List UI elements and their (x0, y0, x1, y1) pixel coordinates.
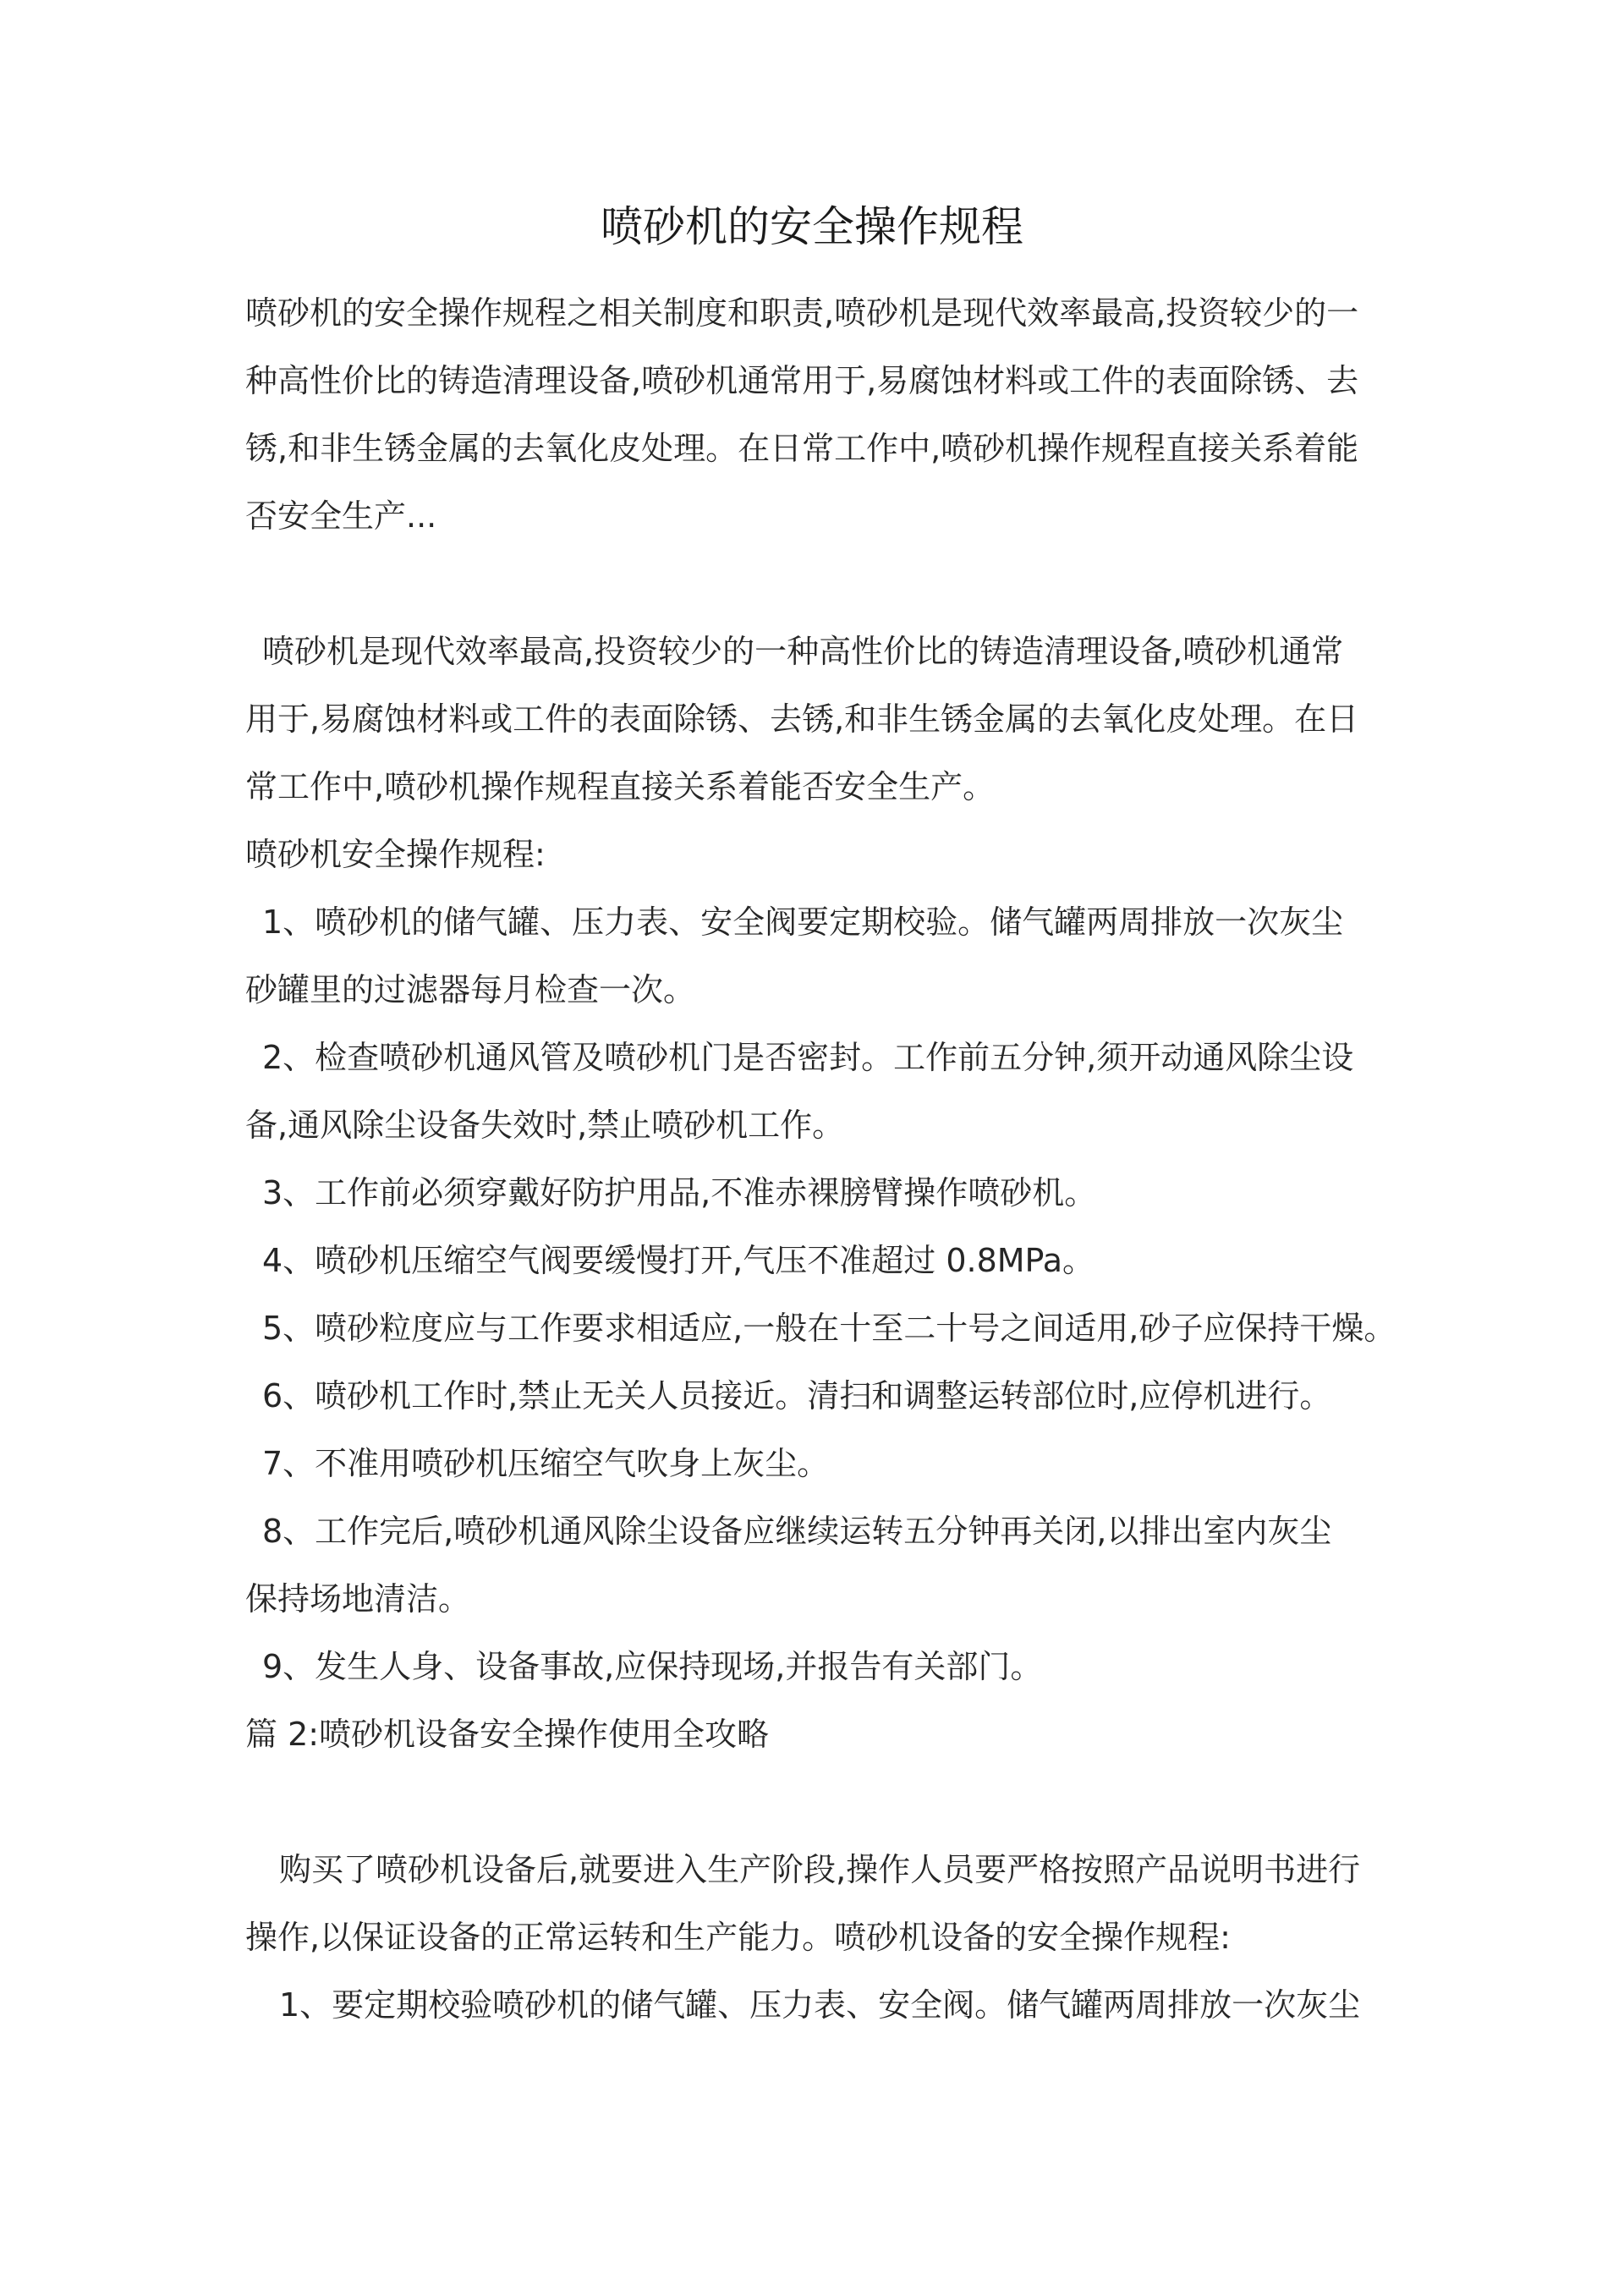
rule-line: 砂罐里的过滤器每月检查一次。 (245, 971, 696, 1008)
intro-line: 种高性价比的铸造清理设备,喷砂机通常用于,易腐蚀材料或工件的表面除锈、去 (245, 362, 1359, 399)
rule-line: 5、喷砂粒度应与工作要求相适应,一般在十至二十号之间适用,砂子应保持干燥。 (262, 1310, 1396, 1347)
intro-line: 否安全生产... (245, 497, 437, 535)
rule-line: 1、喷砂机的储气罐、压力表、安全阀要定期校验。储气罐两周排放一次灰尘 (262, 904, 1344, 941)
rule-line: 3、工作前必须穿戴好防护用品,不准赤裸膀臂操作喷砂机。 (262, 1174, 1097, 1211)
page-title: 喷砂机的安全操作规程 (601, 202, 1023, 251)
section2-line: 购买了喷砂机设备后,就要进入生产阶段,操作人员要严格按照产品说明书进行 (279, 1851, 1361, 1888)
rule-line: 4、喷砂机压缩空气阀要缓慢打开,气压不准超过 0.8MPa。 (262, 1242, 1095, 1279)
section2-line: 操作,以保证设备的正常运转和生产能力。喷砂机设备的安全操作规程: (245, 1919, 1231, 1956)
rule-line: 备,通风除尘设备失效时,禁止喷砂机工作。 (245, 1107, 845, 1144)
body-line: 用于,易腐蚀材料或工件的表面除锈、去锈,和非生锈金属的去氧化皮处理。在日 (245, 700, 1359, 738)
rule-line: 2、检查喷砂机通风管及喷砂机门是否密封。工作前五分钟,须开动通风除尘设 (262, 1039, 1354, 1076)
body-line: 常工作中,喷砂机操作规程直接关系着能否安全生产。 (245, 768, 996, 805)
rule-line: 6、喷砂机工作时,禁止无关人员接近。清扫和调整运转部位时,应停机进行。 (262, 1377, 1332, 1414)
rule-line: 7、不准用喷砂机压缩空气吹身上灰尘。 (262, 1445, 830, 1482)
intro-line: 锈,和非生锈金属的去氧化皮处理。在日常工作中,喷砂机操作规程直接关系着能 (245, 430, 1359, 467)
body-line: 喷砂机是现代效率最高,投资较少的一种高性价比的铸造清理设备,喷砂机通常 (262, 633, 1344, 670)
intro-line: 喷砂机的安全操作规程之相关制度和职责,喷砂机是现代效率最高,投资较少的一 (245, 294, 1359, 332)
section2-line: 1、要定期校验喷砂机的储气罐、压力表、安全阀。储气罐两周排放一次灰尘 (279, 1986, 1361, 2024)
rule-line: 保持场地清洁。 (245, 1580, 471, 1618)
rule-line: 8、工作完后,喷砂机通风除尘设备应继续运转五分钟再关闭,以排出室内灰尘 (262, 1513, 1332, 1550)
rule-line: 9、发生人身、设备事故,应保持现场,并报告有关部门。 (262, 1648, 1043, 1685)
rules-heading: 喷砂机安全操作规程: (245, 836, 546, 873)
section2-heading: 篇 2:喷砂机设备安全操作使用全攻略 (245, 1716, 770, 1753)
